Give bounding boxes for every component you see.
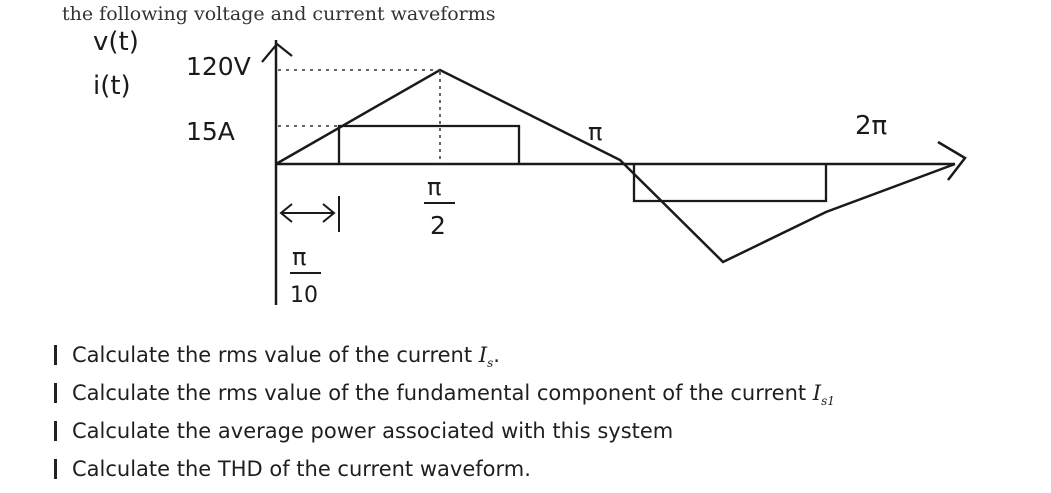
bullet-bar: [54, 383, 57, 403]
fundamental-current-symbol: $I_{s1}$: [812, 381, 835, 409]
pi-half-numerator: π: [427, 173, 442, 201]
question-text: Calculate the average power associated with this system: [72, 419, 674, 443]
pi-half-denominator: 2: [430, 211, 446, 240]
question-rms-fundamental: [72, 374, 835, 412]
pi-tenth-numerator: π: [292, 243, 307, 271]
voltage-waveform: [276, 70, 955, 262]
x-axis-arrow-icon: [938, 142, 965, 180]
current-symbol: $I_s$: [478, 343, 494, 371]
question-list: [72, 336, 835, 488]
pi-label: π: [588, 118, 603, 146]
v-peak-label: 120V: [186, 52, 251, 81]
pi-tenth-denominator: 10: [290, 283, 318, 308]
problem-intro-text: the following voltage and current waveforms: [62, 3, 496, 25]
question-rms-current: Calculate the rms value of the current $I_s$.: [72, 336, 835, 374]
two-pi-label: 2π: [855, 111, 888, 141]
bullet-bar: [54, 459, 57, 479]
question-average-power: [72, 412, 835, 450]
question-text: Calculate the rms value of the fundamental component of the current: [72, 381, 813, 405]
question-text: Calculate the rms value of the current: [72, 343, 479, 367]
current-waveform-positive: [339, 126, 519, 164]
v-t-label: v(t): [93, 27, 139, 57]
bullet-bar: [54, 421, 57, 441]
i-level-label: 15A: [186, 117, 235, 146]
current-waveform-negative: [634, 164, 826, 201]
bullet-bar: [54, 345, 57, 365]
question-text: Calculate the THD of the current waveform.: [72, 457, 531, 481]
question-thd: [72, 450, 835, 488]
i-t-label: i(t): [93, 71, 131, 101]
